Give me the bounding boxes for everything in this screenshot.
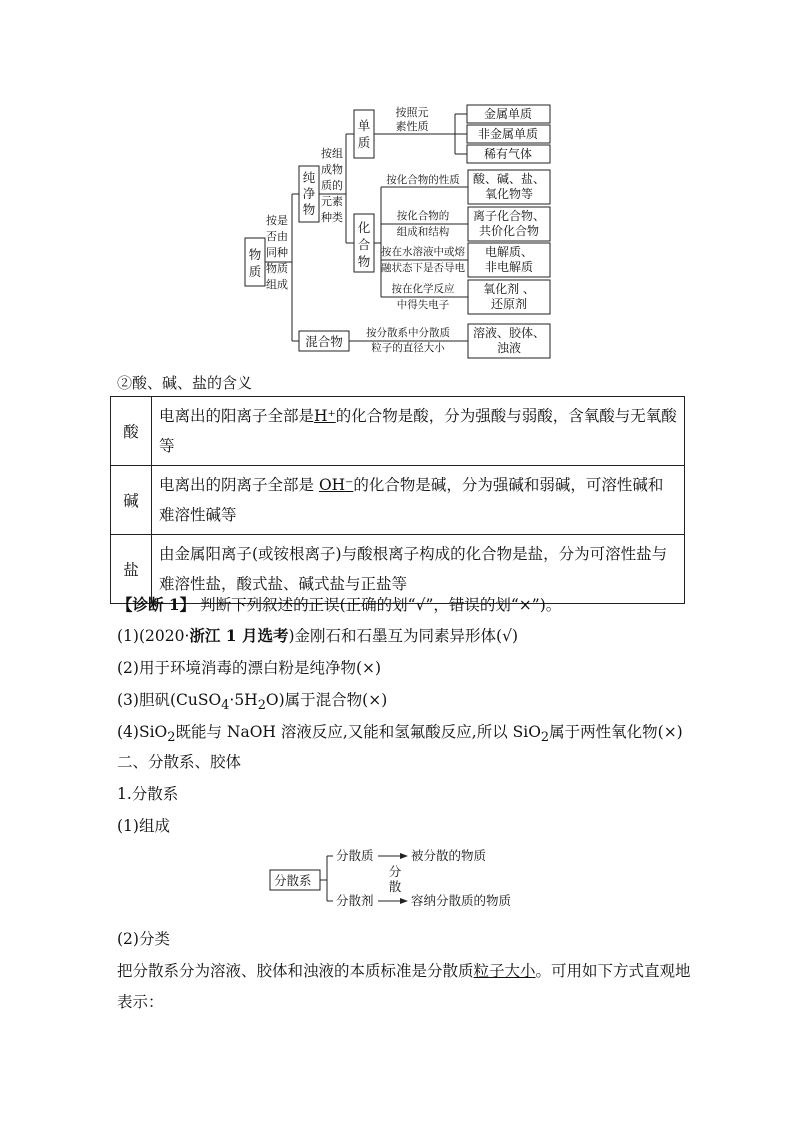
diagnosis-prompt: 【诊断 1】 判断下列叙述的正误(正确的划“√”，错误的划“×”)。 <box>117 595 562 614</box>
mixture-label: 混合物 <box>305 334 343 349</box>
diagnosis-item-1: (1)(2020·浙江 1 月选考)金刚石和石墨互为同素异形体(√) <box>117 626 518 645</box>
compound-result-line: 离子化合物、 <box>472 209 546 223</box>
mixture-criterion-line: 按分散系中分散质 <box>366 327 450 339</box>
diagnosis-item-3: (3)胆矾$(CuSO_4\cdot 5H_2O)$属于混合物(×) <box>117 691 388 714</box>
heading-classification: (2)分类 <box>117 930 170 948</box>
mixture-criterion-line: 粒子的直径大小 <box>371 342 445 354</box>
root-label-2: 质 <box>248 264 262 279</box>
pure-criterion-line: 种类 <box>321 211 343 224</box>
medium-label: 分散剂 <box>336 893 374 908</box>
root-criterion-line: 否由 <box>266 230 288 243</box>
heading-composition: (1)组成 <box>117 817 170 835</box>
pure-criterion-line: 按组 <box>321 147 343 160</box>
compound-label-2: 合 <box>357 237 371 252</box>
compound-criterion-line: 中得失电子 <box>396 299 450 311</box>
compound-result-line: 氧化剂 、 <box>483 282 535 296</box>
pure-criterion-line: 成物 <box>321 163 343 176</box>
element-type: 稀有气体 <box>483 147 533 161</box>
compound-criterion-line: 按在水溶液中或熔 <box>381 246 465 258</box>
diagnosis-item-2: (2)用于环境消毒的漂白粉是纯净物(×) <box>117 659 382 677</box>
root-criterion-line: 物质 <box>266 262 288 275</box>
mid-label-1: 分 <box>388 864 402 879</box>
section-title-acid-base-salt: ②酸、碱、盐的含义 <box>117 374 253 392</box>
element-type: 非金属单质 <box>477 127 539 141</box>
root-criterion-line: 组成 <box>266 278 288 291</box>
medium-description: 容纳分散质的物质 <box>411 893 512 908</box>
phase-description: 被分散的物质 <box>411 848 487 863</box>
root-criterion-line: 按是 <box>266 214 288 227</box>
compound-label-1: 化 <box>357 220 371 235</box>
mid-label-2: 散 <box>388 879 402 894</box>
element-type: 金属单质 <box>483 107 533 121</box>
element-label-2: 质 <box>357 135 371 150</box>
compound-result-line: 非电解质 <box>484 260 534 274</box>
compound-criterion-line: 按在化学反应 <box>391 283 455 295</box>
compound-result-line: 氧化物等 <box>484 187 534 201</box>
compound-criterion-line: 按化合物的性质 <box>386 174 460 186</box>
compound-label-3: 物 <box>357 254 371 269</box>
mixture-type-line: 浊液 <box>496 341 522 355</box>
compound-criterion-line: 组成和结构 <box>396 226 450 238</box>
particle-size: 粒子大小 <box>473 962 536 980</box>
compound-result-line: 共价化合物 <box>478 224 540 238</box>
definition-salt: 由金属阳离子(或铵根离子)与酸根离子构成的化合物是盐，分为可溶性盐与难溶性盐，酸式盐、碱式盐与正盐等 <box>152 535 685 604</box>
element-criterion-line: 素性质 <box>395 120 429 133</box>
pure-criterion-line: 质的 <box>321 179 343 192</box>
pure-criterion-line: 元素 <box>321 195 343 208</box>
term-acid: 酸 <box>111 397 152 466</box>
element-criterion-line: 按照元 <box>395 106 429 119</box>
heading-dispersion-system: 1.分散系 <box>117 785 179 803</box>
term-salt: 盐 <box>111 535 152 604</box>
system-label: 分散系 <box>274 873 312 888</box>
pure-label-3: 物 <box>302 202 316 217</box>
classification-paragraph: 把分散系分为溶液、胶体和浊液的本质标准是分散质粒子大小。可用如下方式直观地表示： <box>117 962 691 1011</box>
element-label-1: 单 <box>357 118 371 133</box>
pure-label-2: 净 <box>302 186 316 201</box>
heading-dispersion-colloid: 二、分散系、胶体 <box>117 753 242 771</box>
root-criterion-line: 同种 <box>266 246 288 259</box>
compound-result-line: 电解质、 <box>484 245 534 259</box>
phase-label: 分散质 <box>336 848 374 863</box>
compound-result-line: 酸、碱、盐、 <box>472 172 546 186</box>
compound-criterion-line: 按化合物的 <box>396 210 450 222</box>
root-label-1: 物 <box>248 247 262 262</box>
compound-result-line: 还原剂 <box>490 297 528 311</box>
ion-h: H⁺ <box>314 407 336 425</box>
mixture-type-line: 溶液、胶体、 <box>472 326 546 340</box>
definition-acid: 电离出的阳离子全部是H⁺的化合物是酸，分为强酸与弱酸，含氧酸与无氧酸等 <box>152 397 685 466</box>
ion-oh: OH⁻ <box>318 476 354 494</box>
diagnosis-item-4: (4)SiO$_2$既能与 NaOH 溶液反应,又能和氢氟酸反应,所以 SiO$_2$属于两性氧化物(×) <box>117 723 683 746</box>
definition-base: 电离出的阴离子全部是 OH⁻的化合物是碱，分为强碱和弱碱，可溶性碱和难溶性碱等 <box>152 466 685 535</box>
term-base: 碱 <box>111 466 152 535</box>
compound-criterion-line: 融状态下是否导电 <box>381 262 465 274</box>
pure-label-1: 纯 <box>302 170 316 185</box>
